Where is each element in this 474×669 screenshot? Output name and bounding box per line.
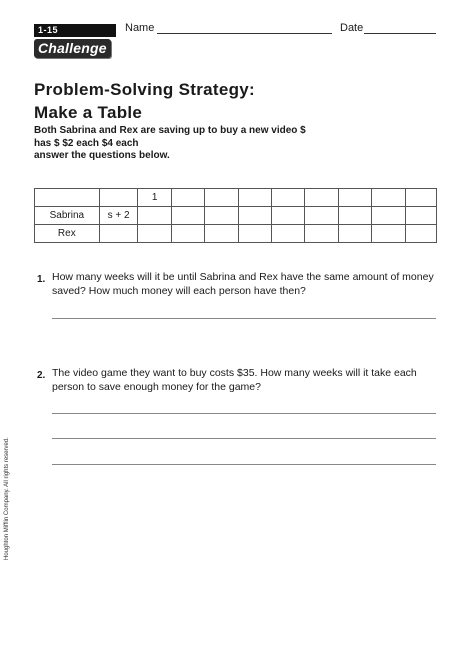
table-cell[interactable] <box>238 207 271 225</box>
table-header-row <box>35 189 437 207</box>
question-2-line-1: The video game they want to buy costs $35. How many weeks will it take each <box>52 367 417 379</box>
question-2-text <box>52 366 442 394</box>
question-1-text <box>52 270 442 298</box>
table-cell[interactable] <box>205 225 238 243</box>
table-cell[interactable] <box>171 207 204 225</box>
table-row <box>35 225 437 243</box>
table-cell[interactable] <box>205 207 238 225</box>
table-cell[interactable] <box>405 189 436 207</box>
question-1-line-1: How many weeks will it be until Sabrina and Rex have the same amount of money <box>52 271 434 283</box>
table-cell[interactable]: Sabrina <box>35 207 100 225</box>
table-cell[interactable] <box>238 225 271 243</box>
table-cell[interactable] <box>405 207 436 225</box>
table-cell[interactable] <box>272 189 305 207</box>
table-cell[interactable] <box>99 189 138 207</box>
copyright-notice: Houghton Mifflin Company. All rights reserved. <box>4 437 10 560</box>
table-cell[interactable] <box>99 225 138 243</box>
answer-line-1[interactable] <box>52 318 436 319</box>
date-field-line[interactable] <box>364 33 436 34</box>
table-cell[interactable] <box>238 189 271 207</box>
question-2-line-2: person to save enough money for the game? <box>52 381 261 393</box>
title-line-1: Problem-Solving Strategy: <box>34 80 255 99</box>
table-cell[interactable] <box>338 189 371 207</box>
answer-line-2[interactable] <box>52 413 436 414</box>
name-field-line[interactable] <box>157 33 332 34</box>
table-cell[interactable]: 1 <box>138 189 171 207</box>
page-title <box>34 78 255 124</box>
table-cell[interactable] <box>138 225 171 243</box>
table-cell[interactable] <box>405 225 436 243</box>
name-label: Name <box>125 22 155 34</box>
table-cell[interactable] <box>171 225 204 243</box>
table-cell[interactable] <box>338 207 371 225</box>
intro-line-2: has $ $2 each $4 each <box>34 137 139 149</box>
table-cell[interactable] <box>171 189 204 207</box>
table-cell[interactable] <box>272 207 305 225</box>
table-cell[interactable] <box>338 225 371 243</box>
table-cell[interactable]: s + 2 <box>99 207 138 225</box>
table-cell[interactable] <box>205 189 238 207</box>
table-cell[interactable] <box>372 189 405 207</box>
answer-line-3[interactable] <box>52 438 436 439</box>
title-line-2: Make a Table <box>34 103 143 122</box>
table-cell[interactable] <box>35 189 100 207</box>
date-label: Date <box>340 22 364 34</box>
table-row <box>35 207 437 225</box>
table-cell[interactable] <box>305 225 338 243</box>
table-cell[interactable] <box>372 207 405 225</box>
intro-line-1: Both Sabrina and Rex are saving up to buy a new video $ <box>34 125 306 136</box>
table-cell[interactable] <box>305 189 338 207</box>
question-1-line-2: saved? How much money will each person have then? <box>52 285 306 297</box>
table-cell[interactable] <box>272 225 305 243</box>
table-cell[interactable] <box>372 225 405 243</box>
challenge-banner: Challenge <box>34 39 111 58</box>
table-cell[interactable]: Rex <box>35 225 100 243</box>
question-1-number: 1. <box>37 274 46 285</box>
intro-paragraph <box>34 125 334 163</box>
question-2-number: 2. <box>37 370 46 381</box>
savings-table <box>34 188 437 243</box>
table-cell[interactable] <box>138 207 171 225</box>
table-cell[interactable] <box>305 207 338 225</box>
intro-line-3: answer the questions below. <box>34 150 170 161</box>
answer-line-4[interactable] <box>52 464 436 465</box>
lesson-tag: 1-15 <box>34 24 116 37</box>
